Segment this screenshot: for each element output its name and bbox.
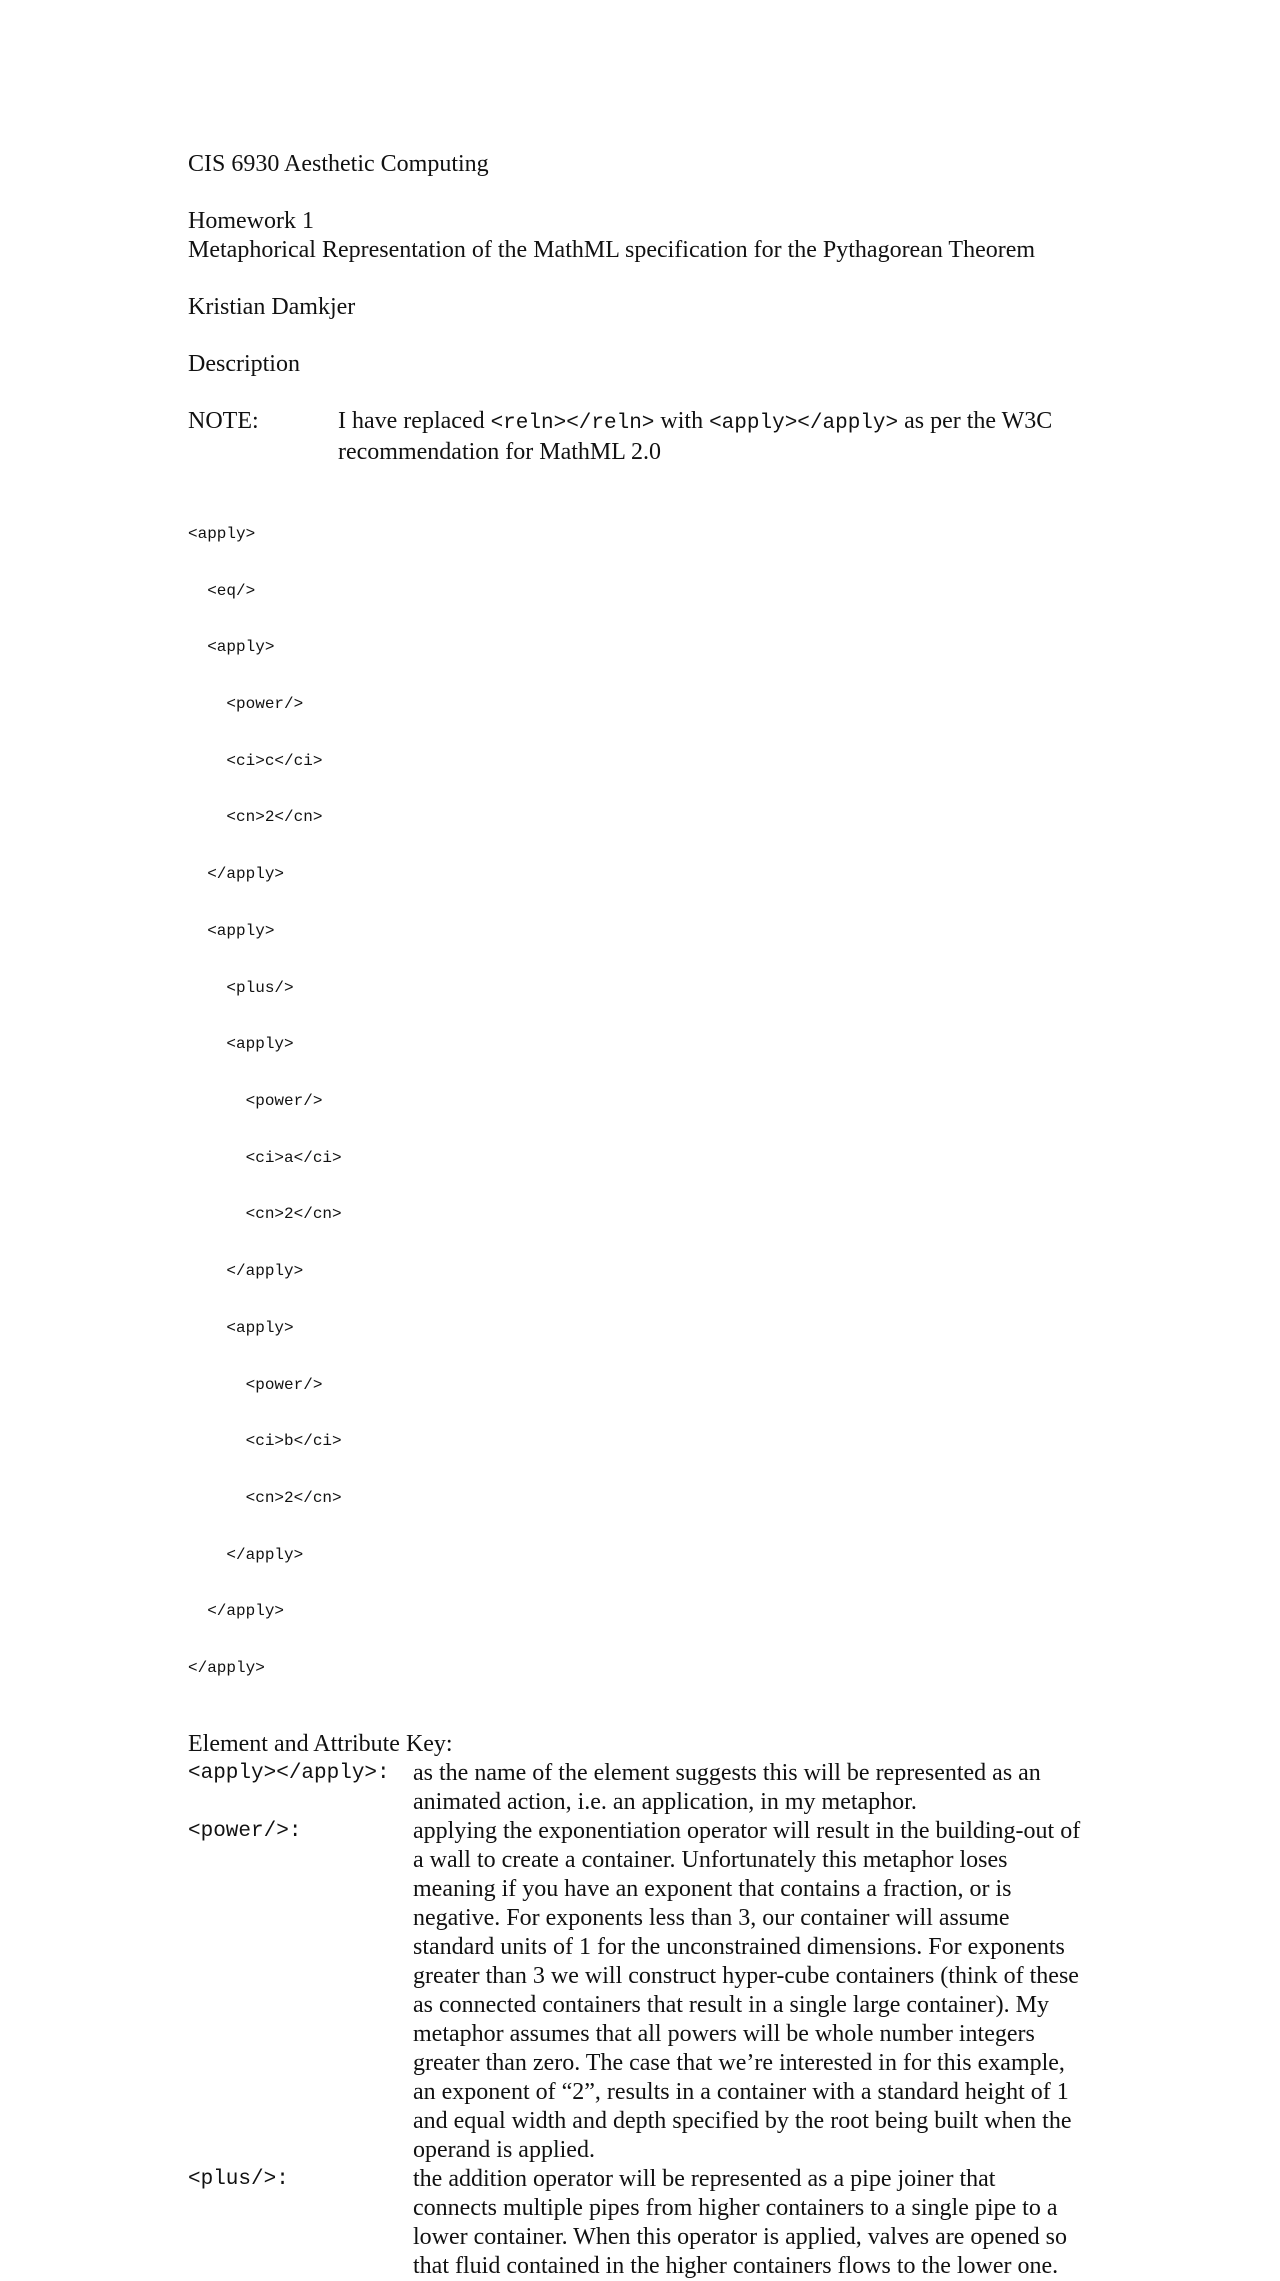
code-line: </apply> bbox=[188, 865, 285, 884]
key-item-plus bbox=[188, 2165, 1108, 2281]
code-line: <plus/> bbox=[188, 978, 294, 997]
key-item-apply bbox=[188, 1759, 1108, 1817]
mathml-code-block bbox=[188, 487, 1108, 1716]
code-line: <power/> bbox=[188, 694, 304, 713]
spacer bbox=[188, 379, 1108, 407]
code-line: <eq/> bbox=[188, 581, 256, 600]
homework-title: Homework 1 bbox=[188, 208, 314, 234]
note-code-reln: <reln></reln> bbox=[490, 412, 655, 435]
key-item-power bbox=[188, 1817, 1108, 2165]
course-title: CIS 6930 Aesthetic Computing bbox=[188, 151, 489, 177]
note-text-part: I have replaced bbox=[338, 408, 491, 434]
note-text-part: with bbox=[654, 408, 710, 434]
key-description: the addition operator will be represented as a pipe joiner that connects multiple pipes from higher containers to a single pipe to a lower container. When this operator is applied, valves are opened so that fluid contained in the higher containers flows to the lower one. bbox=[413, 2165, 1068, 2279]
note-text-part: as per the W3C recommendation for MathML 2.0 bbox=[338, 408, 1053, 465]
document-subtitle: Metaphorical Representation of the MathML specification for the Pythagorean Theorem bbox=[188, 237, 1036, 263]
author-name: Kristian Damkjer bbox=[188, 294, 356, 320]
key-term: <apply></apply>: bbox=[188, 1761, 390, 1785]
key-term: <plus/>: bbox=[188, 2167, 289, 2191]
key-heading: Element and Attribute Key: bbox=[188, 1730, 453, 1757]
spacer bbox=[188, 265, 1108, 293]
code-line: <apply> bbox=[188, 638, 275, 657]
spacer bbox=[188, 179, 1108, 207]
code-line: </apply> bbox=[188, 1545, 304, 1564]
code-line: <ci>b</ci> bbox=[188, 1432, 342, 1451]
code-line: <ci>c</ci> bbox=[188, 751, 323, 770]
code-line: <cn>2</cn> bbox=[188, 1205, 342, 1224]
code-line: </apply> bbox=[188, 1659, 265, 1678]
code-line: <power/> bbox=[188, 1375, 323, 1394]
note-text bbox=[338, 407, 1108, 467]
code-line: <apply> bbox=[188, 1318, 294, 1337]
code-line: <cn>2</cn> bbox=[188, 808, 323, 827]
code-line: </apply> bbox=[188, 1602, 285, 1621]
code-line: <power/> bbox=[188, 1092, 323, 1110]
code-line: <ci>a</ci> bbox=[188, 1148, 342, 1167]
code-line: <cn>2</cn> bbox=[188, 1489, 342, 1508]
key-description: as the name of the element suggests this will be represented as an animated action, i.e. an application, in my metaphor. bbox=[413, 1759, 1041, 1815]
note-code-apply: <apply></apply> bbox=[709, 412, 899, 435]
code-line: </apply> bbox=[188, 1262, 304, 1281]
document-page bbox=[188, 150, 1108, 2281]
code-line: <apply> bbox=[188, 921, 275, 940]
section-heading: Description bbox=[188, 351, 300, 377]
note-label: NOTE: bbox=[188, 408, 259, 434]
spacer bbox=[188, 322, 1108, 350]
key-description: applying the exponentiation operator will result in the building-out of a wall to create a container. Unfortunately this metaphor loses meaning if you have an exponent that contains a fraction, or is negative. For exponents less than 3, our container will assume standard units of 1 for the unconstrained dimensions. For exponents greater than 3 we will construct hyper-cube containers (think of these as connected containers that result in a single large container). My metaphor assumes that all powers will be whole number integers greater than zero. The case that we’re interested in for this example, an exponent of “2”, results in a container with a standard height of 1 and equal width and depth specified by the root being built when the operand is applied. bbox=[413, 1817, 1081, 2163]
note-row bbox=[188, 407, 1108, 467]
code-line: <apply> bbox=[188, 524, 256, 543]
key-term: <power/>: bbox=[188, 1819, 302, 1843]
code-line: <apply> bbox=[188, 1035, 294, 1054]
